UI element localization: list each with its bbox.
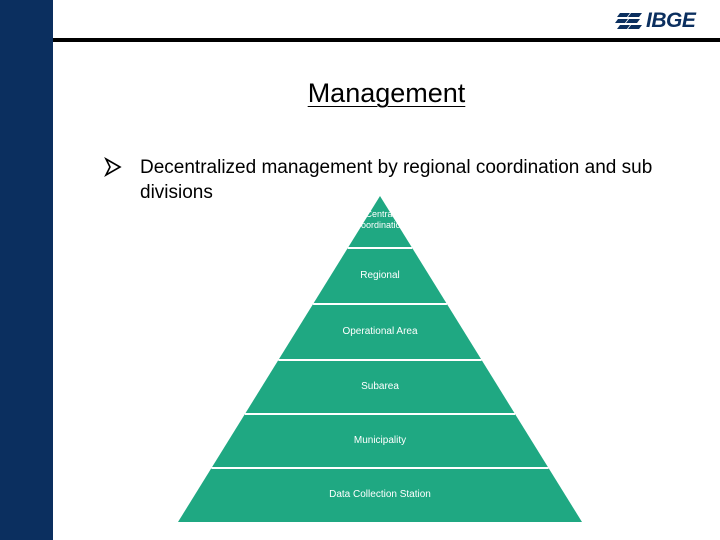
pyramid-label-line: Coordination	[354, 220, 406, 230]
slide-title	[53, 78, 720, 109]
logo-text: IBGE	[646, 9, 696, 32]
pyramid-label-line: Central	[365, 209, 395, 219]
header-rule	[53, 38, 720, 42]
slide-title-text: Management	[307, 78, 466, 108]
hierarchy-pyramid	[178, 196, 582, 526]
pyramid-level-label: Operational Area	[342, 326, 418, 337]
arrow-bullet-icon	[104, 157, 124, 177]
bullet-text: Decentralized management by regional coordination and sub divisions	[140, 157, 653, 203]
pyramid-level-label: Subarea	[361, 381, 399, 392]
pyramid-graphic	[178, 196, 582, 526]
pyramid-level-label: Municipality	[353, 435, 407, 446]
pyramid-level-label: Regional	[360, 270, 400, 281]
ibge-logo-icon	[614, 11, 644, 31]
pyramid-level-central-coordination	[178, 209, 582, 231]
ibge-logo	[614, 8, 695, 34]
left-accent-bar	[0, 0, 53, 540]
pyramid-level-label: Data Collection Station	[329, 489, 431, 500]
